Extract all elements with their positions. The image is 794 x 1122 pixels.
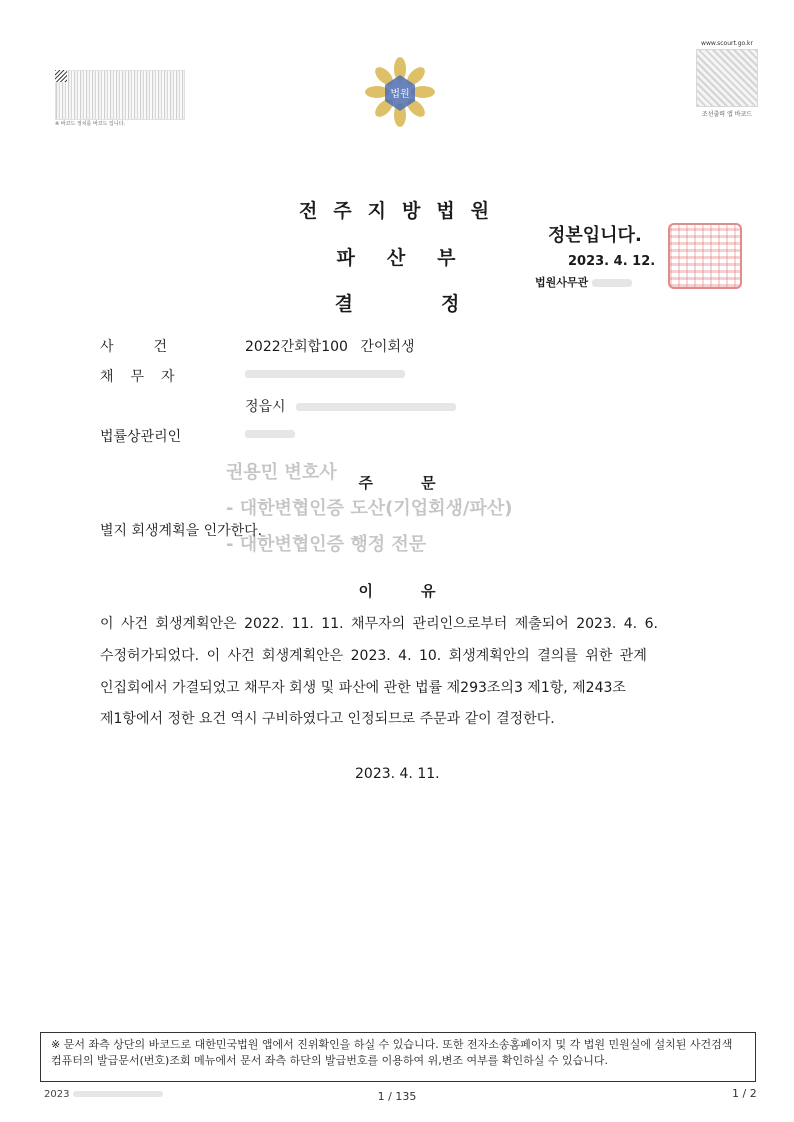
debtor-label: 채무자 (100, 369, 192, 385)
debtor-name (245, 366, 405, 382)
court-officer-title: 법원사무관 (535, 276, 589, 289)
debtor-address-city: 정읍시 (245, 399, 286, 415)
court-officer-label (535, 274, 632, 290)
legal-manager-name (245, 426, 295, 442)
legal-manager-label: 법률상관리인 (100, 429, 182, 445)
certified-copy-title: 정본입니다. (548, 225, 642, 246)
reason-heading: 이유 (358, 582, 484, 600)
certified-copy-date: 2023. 4. 12. (568, 254, 656, 269)
division-name: 파산부 (336, 247, 488, 269)
reason-line: 이 사건 회생계획안은 2022. 11. 11. 채무자의 관리인으로부터 제출되어 2023. 4. 6. (100, 616, 658, 632)
debtor-address (245, 396, 456, 416)
case-type: 간이회생 (360, 339, 415, 355)
barcode-bars (55, 70, 185, 120)
qr-caption: 조선출력 앱 바코드 (701, 111, 753, 118)
qr-url: www.scourt.go.kr (701, 40, 753, 47)
emblem-text: 법원 (390, 89, 410, 100)
qr-code (696, 49, 758, 107)
redacted-name (592, 279, 632, 287)
order-text: 별지 회생계획을 인가한다. (100, 523, 263, 539)
watermark-line-2: - 대한변협인증 도산(기업회생/파산) (226, 498, 513, 519)
reason-line: 수정허가되었다. 이 사건 회생계획안은 2023. 4. 10. 회생계획안의 결의를 위한 관계 (100, 648, 647, 664)
reason-line: 제1항에서 정한 요건 역시 구비하였다고 인정되므로 주문과 같이 결정한다. (100, 711, 555, 727)
authenticity-notice: ※ 문서 좌측 상단의 바코드로 대한민국법원 앱에서 진위확인을 하실 수 있습니다. 또한 전자소송홈페이지 및 각 법원 민원실에 설치된 사건검색 컴퓨터의 발급문서(번호)조회 메뉴에서 문서 좌측 하단의 발급번호를 이용하여 위,변조 여부를 확인하실 수 있습니다. (40, 1032, 756, 1082)
redacted-debtor (245, 370, 405, 378)
barcode-corner-mark (55, 70, 67, 82)
case-number-value: 2022간회합100 (245, 339, 348, 355)
official-seal-stamp (668, 223, 742, 289)
court-emblem-icon (363, 55, 437, 129)
document-type: 결정 (334, 293, 548, 315)
court-name: 전주지방법원 (298, 200, 506, 222)
redacted-manager (245, 430, 295, 438)
barcode-caption: ※ 바코드 정치를 바코드 입니다. (55, 121, 126, 127)
decision-date: 2023. 4. 11. (355, 766, 440, 782)
order-heading: 주문 (358, 474, 484, 492)
verification-barcode (55, 70, 183, 130)
qr-code-block (696, 40, 758, 118)
watermark-line-3: - 대한변협인증 행정 전문 (226, 534, 427, 555)
case-number (245, 336, 415, 356)
reason-line: 인집회에서 가결되었고 채무자 회생 및 파산에 관한 법률 제293조의3 제1항, 제243조 (100, 680, 626, 696)
page-counter-total: 1 / 135 (377, 1090, 417, 1103)
watermark-line-1: 권용민 변호사 (226, 462, 337, 483)
redacted-address (296, 403, 456, 411)
case-label: 사건 (100, 339, 208, 355)
issue-number-prefix: 2023 (44, 1089, 70, 1100)
page-counter-document: 1 / 2 (732, 1087, 757, 1100)
